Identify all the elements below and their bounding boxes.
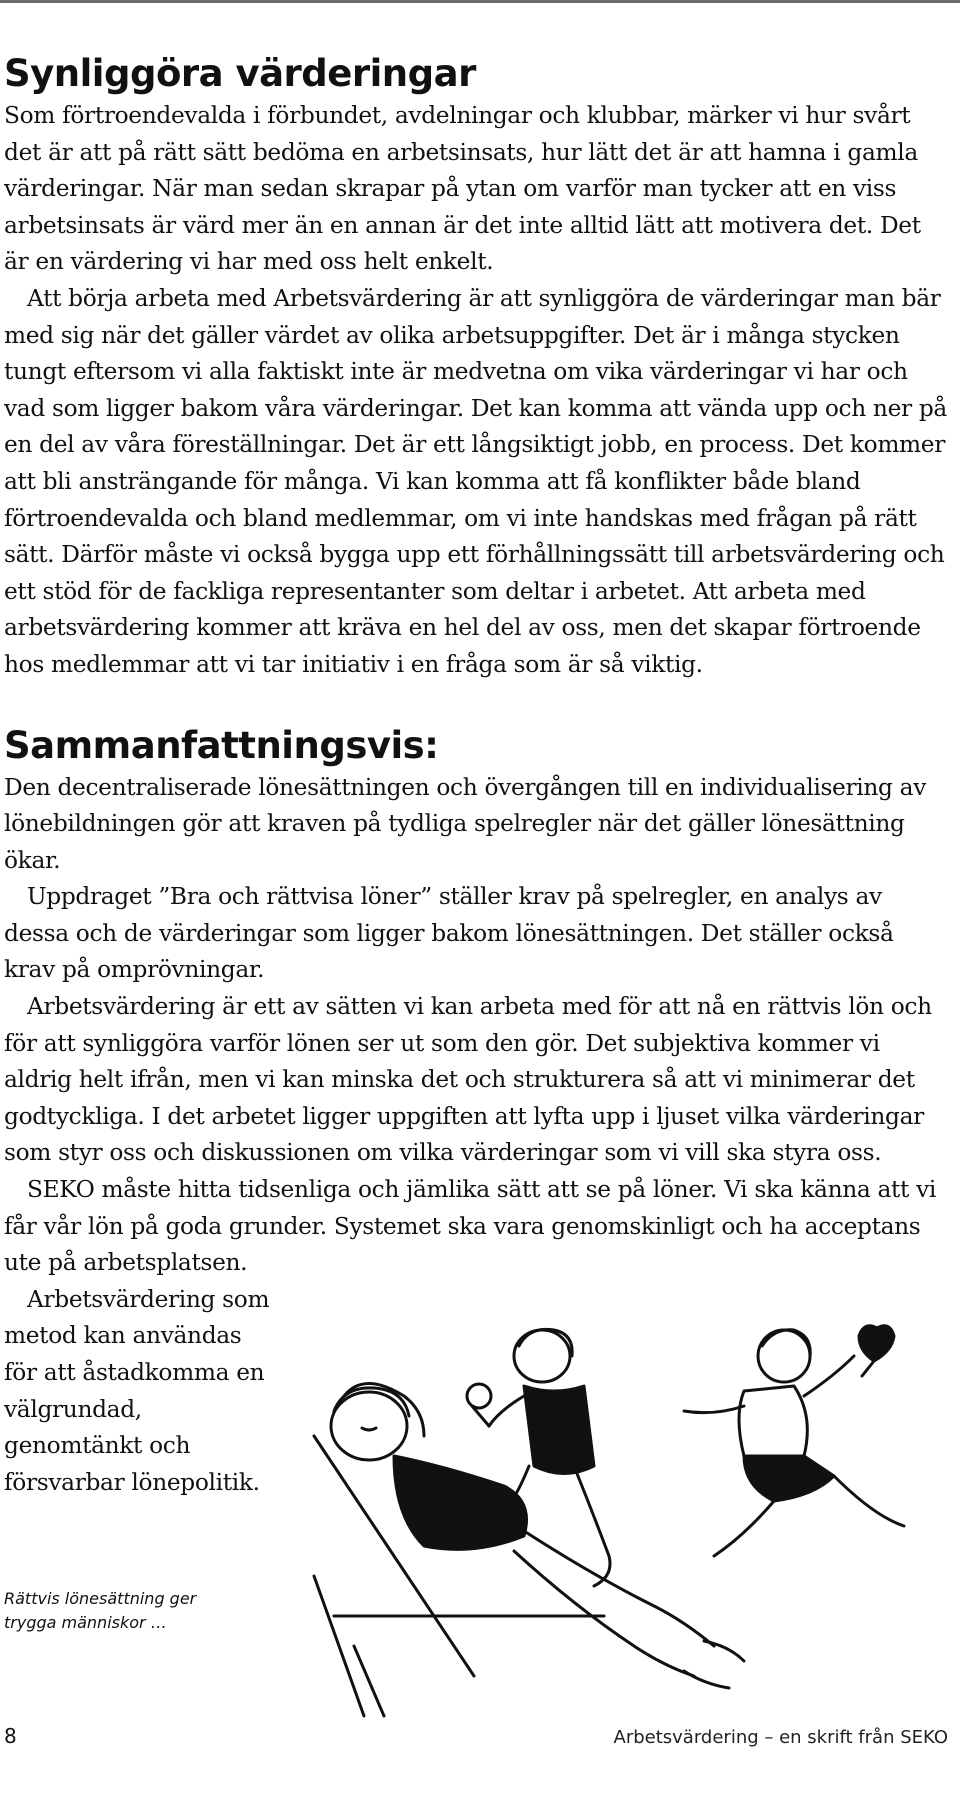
paragraph-3: Den decentraliserade lönesättningen och övergången till en individualisering av lönebildningen gör att kraven på tydliga spelregler när det gäller lönesättning ökar.	[4, 773, 927, 874]
page-content	[4, 50, 951, 1802]
page-number: 8	[4, 1724, 17, 1748]
bottom-area	[4, 1282, 951, 1802]
heading-sammanfattningsvis: Sammanfattningsvis:	[4, 723, 439, 767]
narrow-column	[4, 1282, 274, 1502]
paragraph-6: SEKO måste hitta tidsenliga och jämlika sätt att se på löner. Vi ska känna att vi får vår lön på goda grunder. Systemet ska vara genomskinligt och ha acceptans ute på arbetsplatsen.	[4, 1176, 937, 1277]
paragraph-2: Att börja arbeta med Arbetsvärdering är att synliggöra de värderingar man bär med sig när det gäller värdet av olika arbetsuppgifter. Det är i många stycken tungt eftersom vi alla faktiskt inte är medvetna om vika värderingar vi har och vad som ligger bakom våra värderingar. Det kan komma att vända upp och ner på en del av våra föreställningar. Det är ett långsiktigt jobb, en process. Det kommer att bli ansträngande för många. Vi kan komma att få konflikter både bland förtroendevalda och bland medlemmar, om vi inte handskas med frågan på rätt sätt. Därför måste vi också bygga upp ett förhållningssätt till arbetsvärdering och ett stöd för de fackliga representanter som deltar i arbetet. Att arbeta med arbetsvärdering kommer att kräva en hel del av oss, men det skapar förtroende hos medlemmar att vi tar initiativ i en fråga som är så viktig.	[4, 284, 947, 678]
footer-title: Arbetsvärdering – en skrift från SEKO	[613, 1727, 948, 1748]
paragraph-7: Arbetsvärdering som metod kan användas för att åstadkomma en välgrundad, genomtänkt och försvarbar lönepolitik.	[4, 1285, 270, 1496]
paragraph-1: Som förtroendevalda i förbundet, avdelningar och klubbar, märker vi hur svårt det är att på rätt sätt bedöma en arbetsinsats, hur lätt det är att hamna i gamla värderingar. När man sedan skrapar på ytan om varför man tycker att en viss arbetsinsats är värd mer än en annan är det inte alltid lätt att motivera det. Det är en värdering vi har med oss helt enkelt.	[4, 102, 921, 276]
top-rule	[0, 0, 960, 3]
paragraph-5: Arbetsvärdering är ett av sätten vi kan arbeta med för att nå en rättvis lön och för att synliggöra varför lönen ser ut som den gör. Det subjektiva kommer vi aldrig helt ifrån, men vi kan minska det och strukturera så att vi minimerar det godtyckliga. I det arbetet ligger uppgiften att lyfta upp i ljuset vilka värderingar som styr oss och diskussionen om vilka värderingar som vi vill ska styra oss.	[4, 993, 932, 1167]
beach-illustration	[274, 1316, 934, 1736]
paragraph-4: Uppdraget ”Bra och rättvisa löner” ställer krav på spelregler, en analys av dessa och de värderingar som ligger bakom lönesättningen. Det ställer också krav på omprövningar.	[4, 883, 894, 984]
illustration-caption: Rättvis lönesättning ger trygga människor …	[4, 1588, 197, 1632]
heading-synliggora: Synliggöra värderingar	[4, 52, 476, 95]
